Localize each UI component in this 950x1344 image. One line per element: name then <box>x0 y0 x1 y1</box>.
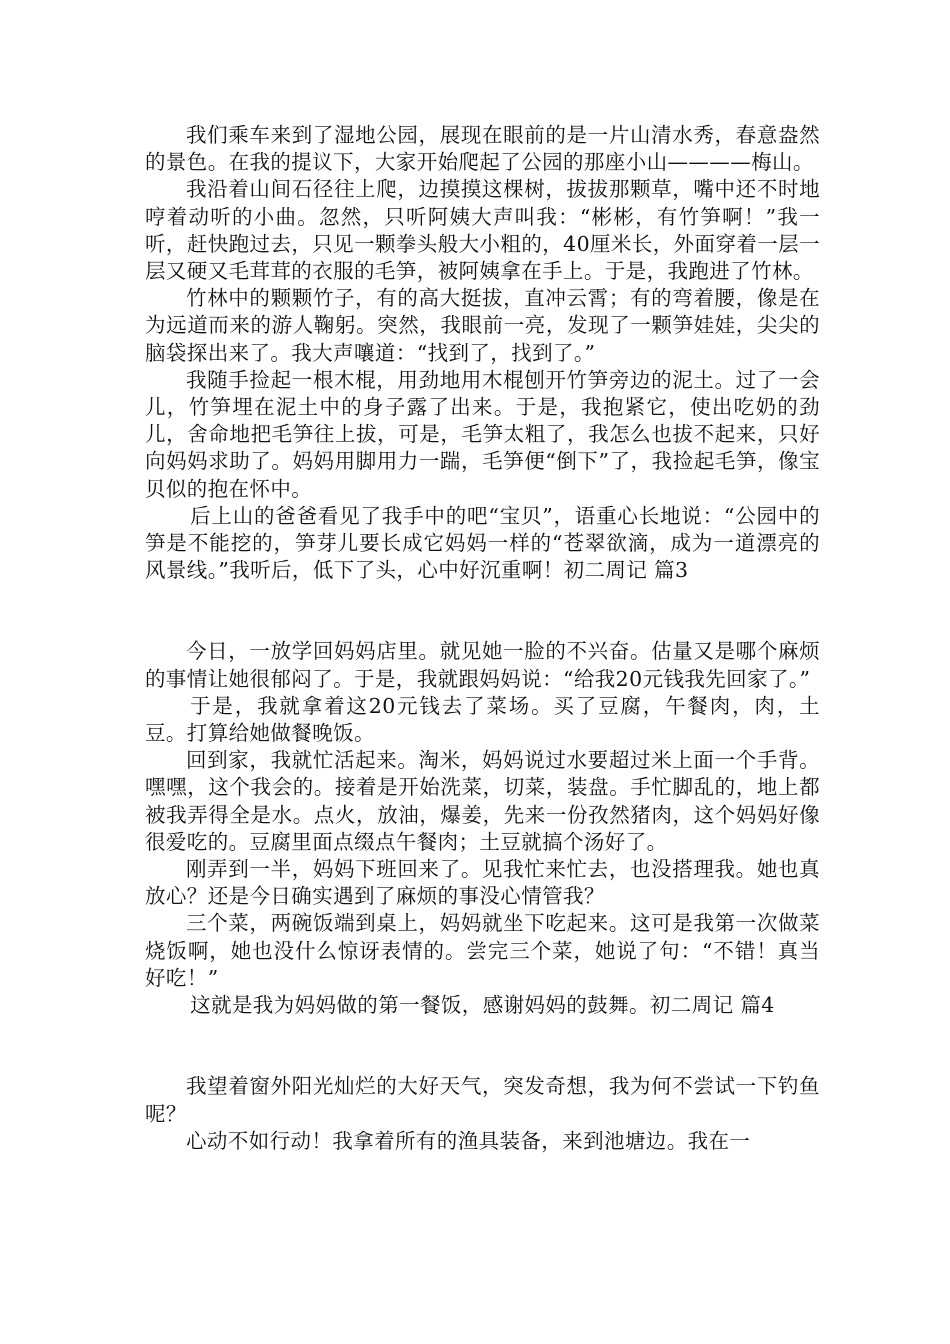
paragraph: 我沿着山间石径往上爬，边摸摸这棵树，拔拔那颗草，嘴中还不时地哼着动听的小曲。忽然，只听阿姨大声叫我：“彬彬，有竹笋啊！”我一听，赶快跑过去，只见一颗拳头般大小粗的，40厘米长，外面穿着一层一层又硬又毛茸茸的衣服的毛笋，被阿姨拿在手上。于是，我跑进了竹林。 <box>145 177 820 284</box>
paragraph: 我望着窗外阳光灿烂的大好天气，突发奇想，我为何不尝试一下钓鱼呢？ <box>145 1074 820 1126</box>
section-gap <box>145 1019 820 1073</box>
paragraph: 后上山的爸爸看见了我手中的吧“宝贝”，语重心长地说：“公园中的笋是不能挖的，笋芽儿要长成它妈妈一样的“苍翠欲滴，成为一道漂亮的风景线。”我听后，低下了头，心中好沉重啊！初二周记 篇3 <box>145 503 820 583</box>
paragraph: 我随手捡起一根木棍，用劲地用木棍刨开竹笋旁边的泥土。过了一会儿，竹笋埋在泥土中的身子露了出来。于是，我抱紧它，使出吃奶的劲儿，舍命地把毛笋往上拔，可是，毛笋太粗了，我怎么也拔不起来，只好向妈妈求助了。妈妈用脚用力一踹，毛笋便“倒下”了，我捡起毛笋，像宝贝似的抱在怀中。 <box>145 367 820 501</box>
paragraph: 今日，一放学回妈妈店里。就见她一脸的不兴奋。估量又是哪个麻烦的事情让她很郁闷了。于是，我就跟妈妈说：“给我20元钱我先回家了。” <box>145 639 820 691</box>
paragraph: 这就是我为妈妈做的第一餐饭，感谢妈妈的鼓舞。初二周记 篇4 <box>190 993 775 1018</box>
paragraph: 回到家，我就忙活起来。淘米，妈妈说过水要超过米上面一个手背。嘿嘿，这个我会的。接着是开始洗菜，切菜，装盘。手忙脚乱的，地上都被我弄得全是水。点火，放油，爆姜，先来一份孜然猪肉，这个妈妈好像很爱吃的。豆腐里面点缀点午餐肉；土豆就搞个汤好了。 <box>145 748 820 854</box>
paragraph: 三个菜，两碗饭端到桌上，妈妈就坐下吃起来。这可是我第一次做菜烧饭啊，她也没什么惊讶表情的。尝完三个菜，她说了句：“不错！真当好吃！” <box>145 911 820 990</box>
paragraph: 竹林中的颗颗竹子，有的高大挺拔，直冲云霄；有的弯着腰，像是在为远道而来的游人鞠躬。突然，我眼前一亮，发现了一颗笋娃娃，尖尖的脑袋探出来了。我大声嚷道：“找到了，找到了。” <box>145 286 820 365</box>
document-body <box>145 122 820 1155</box>
paragraph: 我们乘车来到了湿地公园，展现在眼前的是一片山清水秀，春意盎然的景色。在我的提议下，大家开始爬起了公园的那座小山————梅山。 <box>145 123 820 175</box>
paragraph: 于是，我就拿着这20元钱去了菜场。买了豆腐，午餐肉，肉，土豆。打算给她做餐晚饭。 <box>145 693 820 746</box>
paragraph: 刚弄到一半，妈妈下班回来了。见我忙来忙去，也没搭理我。她也真放心？还是今日确实遇到了麻烦的事没心情管我？ <box>145 857 820 909</box>
paragraph: 心动不如行动！我拿着所有的渔具装备，来到池塘边。我在一 <box>186 1128 751 1153</box>
section-gap <box>145 584 820 638</box>
